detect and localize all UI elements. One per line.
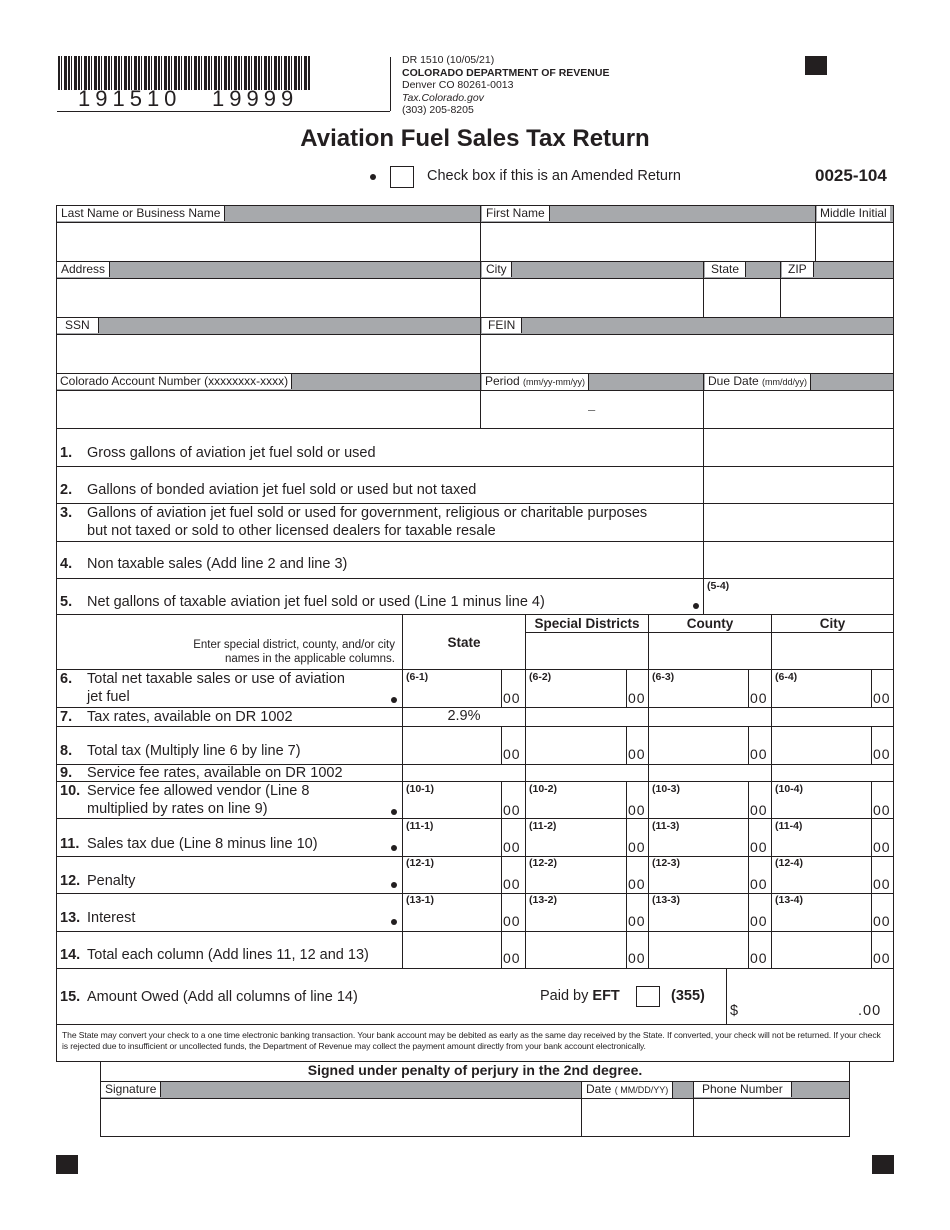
period-separator: – [588,402,596,417]
cents-00: 00 [503,913,521,929]
line-text: Gallons of aviation jet fuel sold or used for government, religious or charitable purposes [87,505,648,521]
line-12-county-input[interactable] [649,857,747,893]
line-15-code: (355) [671,988,705,1004]
cents-00: 00 [628,950,646,966]
line-12-state-input[interactable] [403,857,500,893]
header-divider [390,57,391,111]
rule [56,1024,894,1025]
cents-00: 00 [503,950,521,966]
check-conversion-notice: The State may convert your check to a one time electronic banking transaction. Your bank account may be debited as early as the same day received by the State. If converted, your check will not be returned. If your check is rejected due to insufficient or uncollected funds, the Department of Revenue may collect the payment amount directly from your bank account electronically. [62,1030,881,1051]
line-9-city-input[interactable] [772,765,892,781]
cents-00: 00 [503,839,521,855]
dollar-sign: $ [730,1003,739,1019]
rule [56,390,894,391]
line-12-2-code: (12-2) [529,857,558,869]
line-text: Service fee allowed vendor (Line 8 [87,783,310,799]
line-7-label [60,708,293,726]
rule [748,781,749,968]
due-date-label [705,373,811,390]
line-7-county-input[interactable] [649,708,770,726]
address-input[interactable] [57,279,480,316]
line-1-label [60,444,376,462]
amount-owed-input[interactable] [742,970,852,1022]
line-text: Net gallons of taxable aviation jet fuel sold or used (Line 1 minus line 4) [87,594,545,610]
due-date-input[interactable] [705,391,893,428]
rule [771,614,772,968]
cents-00: 00 [503,876,521,892]
line-13-city-input[interactable] [772,894,870,931]
rule [626,669,627,707]
line-number: 3. [60,505,73,521]
line-6-label [60,670,345,688]
cents-00: 00 [750,802,768,818]
required-bullet-icon [391,919,397,925]
paid-by-eft-label [540,988,620,1004]
agency-block [402,54,609,117]
line-7-state-rate: 2.9% [447,708,481,724]
date-label-text: Date [586,1082,612,1096]
line-9-county-input[interactable] [649,765,770,781]
city-label: City [482,261,512,277]
line-8-label [60,742,301,760]
line-number: 6. [60,671,73,687]
cents-00: 00 [873,913,891,929]
line-10-3-code: (10-3) [652,783,681,795]
ssn-label: SSN [57,317,99,333]
column-header-county: County [686,616,734,631]
city-name-input[interactable] [772,633,892,669]
line-6-1-code: (6-1) [406,671,429,683]
department-phone: (303) 205-8205 [402,104,474,116]
cents-00: 00 [628,913,646,929]
rule [100,1081,850,1082]
line-text: Sales tax due (Line 8 minus line 10) [87,836,318,852]
due-date-format: (mm/dd/yy) [762,377,808,387]
line-6-3-code: (6-3) [652,671,675,683]
required-bullet-icon [693,603,699,609]
cents-00: 00 [873,876,891,892]
rule [581,1081,582,1137]
line-4-input[interactable] [705,542,893,578]
line-12-special-input[interactable] [526,857,625,893]
paid-by-eft-checkbox[interactable] [636,986,660,1007]
line-12-city-input[interactable] [772,857,870,893]
rule [626,726,627,764]
line-13-label [60,909,136,927]
line-12-4-code: (12-4) [775,857,804,869]
line-text: Gallons of bonded aviation jet fuel sold or used but not taxed [87,482,477,498]
line-text: Amount Owed (Add all columns of line 14) [87,989,358,1005]
period-format: (mm/yy-mm/yy) [523,377,586,387]
page-title: Aviation Fuel Sales Tax Return [300,125,650,152]
rule [748,669,749,707]
line-1-input[interactable] [705,429,893,466]
rule [748,726,749,764]
account-number-input[interactable] [57,391,480,428]
phone-number-input[interactable] [694,1099,849,1135]
line-text: Total tax (Multiply line 6 by line 7) [87,743,301,759]
rule [648,614,649,968]
line-7-special-input[interactable] [526,708,647,726]
line-text: Tax rates, available on DR 1002 [87,709,293,725]
line-number: 7. [60,709,73,725]
column-instructions [60,638,395,666]
line-10-label-cont: multiplied by rates on line 9) [87,801,268,817]
line-13-special-input[interactable] [526,894,625,931]
period-label-text: Period [485,374,520,388]
line-text: Penalty [87,873,136,889]
label-bar [56,261,894,278]
line-text: Interest [87,910,136,926]
rule [402,614,403,968]
line-11-4-code: (11-4) [775,820,803,832]
zip-label: ZIP [782,261,814,277]
rule [726,968,727,1024]
line-15-label [60,988,358,1006]
line-text: Service fee rates, available on DR 1002 [87,765,343,781]
line-text: Total net taxable sales or use of aviation [87,671,345,687]
line-number: 13. [60,910,81,926]
line-10-special-input[interactable] [526,782,625,818]
amount-owed-cents: .00 [858,1003,882,1019]
rule [525,632,894,633]
line-14-city-input[interactable] [772,932,870,968]
line-text: Gross gallons of aviation jet fuel sold or used [87,445,376,461]
cents-00: 00 [628,839,646,855]
rule [871,726,872,764]
amended-return-label: Check box if this is an Amended Return [427,168,681,184]
period-label [482,373,589,390]
first-name-label: First Name [482,205,550,221]
line-number: 5. [60,594,73,610]
rule [501,781,502,968]
line-6-2-code: (6-2) [529,671,552,683]
middle-initial-input[interactable] [817,223,893,260]
rule [871,669,872,707]
date-label [582,1081,673,1098]
date-input[interactable] [582,1099,692,1135]
line-11-city-input[interactable] [772,819,870,856]
department-address: Denver CO 80261-0013 [402,79,514,91]
due-date-label-text: Due Date [708,374,759,388]
ssn-input[interactable] [57,335,480,372]
line-10-1-code: (10-1) [406,783,435,795]
line-text: Non taxable sales (Add line 2 and line 3) [87,556,348,572]
last-name-label: Last Name or Business Name [57,205,225,221]
line-10-4-code: (10-4) [775,783,804,795]
line-5-code: (5-4) [707,580,730,592]
cents-00: 00 [873,839,891,855]
line-3-input[interactable] [705,504,893,540]
line-number: 11. [60,836,80,852]
cents-00: 00 [628,690,646,706]
department-name: COLORADO DEPARTMENT OF REVENUE [402,66,610,79]
cents-00: 00 [750,876,768,892]
rule [56,205,57,1062]
required-bullet-icon [391,697,397,703]
line-14-state-input[interactable] [403,932,500,968]
line-11-2-code: (11-2) [529,820,557,832]
fein-label: FEIN [482,317,522,333]
line-8-state-input[interactable] [403,727,500,764]
line-13-state-input[interactable] [403,894,500,931]
registration-mark-bottom-right [872,1155,894,1174]
cents-00: 00 [503,690,521,706]
required-bullet-icon [391,882,397,888]
line-14-special-input[interactable] [526,932,625,968]
line-11-3-code: (11-3) [652,820,680,832]
perjury-statement: Signed under penalty of perjury in the 2nd degree. [307,1062,643,1078]
line-number: 4. [60,556,73,572]
line-8-city-input[interactable] [772,727,870,764]
zip-input[interactable] [782,279,893,316]
column-instructions-line2: names in the applicable columns. [224,653,395,665]
paid-by-text: Paid by [540,988,589,1004]
cents-00: 00 [873,746,891,762]
rule [871,781,872,968]
line-11-special-input[interactable] [526,819,625,856]
cents-00: 00 [750,690,768,706]
form-id: DR 1510 (10/05/21) [402,54,495,66]
line-10-county-input[interactable] [649,782,747,818]
special-district-name-input[interactable] [526,633,647,669]
rule [100,1061,101,1137]
line-12-3-code: (12-3) [652,857,681,869]
rule [693,1081,694,1137]
address-label: Address [57,261,110,277]
column-instructions-line1: Enter special district, county, and/or city [193,639,395,651]
column-header-city: City [819,616,846,631]
cents-00: 00 [873,690,891,706]
line-number: 15. [60,989,81,1005]
rule [100,1136,850,1137]
cents-00: 00 [503,802,521,818]
registration-mark-bottom-left [56,1155,78,1174]
rule [893,205,894,1062]
line-6-special-input[interactable] [526,670,625,707]
line-13-2-code: (13-2) [529,894,558,906]
cents-00: 00 [750,950,768,966]
cents-00: 00 [750,746,768,762]
barcode-underline [57,111,390,112]
cents-00: 00 [628,802,646,818]
signature-input[interactable] [101,1099,580,1135]
line-11-state-input[interactable] [403,819,500,856]
line-number: 8. [60,743,73,759]
barcode [58,56,311,90]
department-website: Tax.Colorado.gov [402,91,484,104]
line-11-county-input[interactable] [649,819,747,856]
line-6-county-input[interactable] [649,670,747,707]
column-header-special-districts: Special Districts [534,616,640,631]
rule [849,1061,850,1137]
cents-00: 00 [628,876,646,892]
cents-00: 00 [873,950,891,966]
line-8-county-input[interactable] [649,727,747,764]
signature-label: Signature [101,1081,161,1097]
line-13-1-code: (13-1) [406,894,435,906]
line-12-label [60,872,136,890]
rule [56,261,894,262]
rule [56,278,894,279]
line-number: 9. [60,765,73,781]
label-bar [56,317,894,334]
rule [56,614,894,615]
last-name-input[interactable] [57,223,480,260]
column-header-state: State [447,635,481,650]
line-9-label [60,764,343,782]
line-3-label [60,504,648,522]
account-number-label: Colorado Account Number (xxxxxxxx-xxxx) [57,373,292,389]
line-number: 10. [60,783,81,799]
line-5-input[interactable] [705,579,893,614]
state-label: State [705,261,746,277]
cents-00: 00 [503,746,521,762]
line-number: 14. [60,947,81,963]
line-text: Total each column (Add lines 11, 12 and 13) [87,947,369,963]
barcode-number-right: 19999 [212,86,299,111]
state-input[interactable] [705,279,780,316]
rule [56,317,894,318]
line-11-label [60,835,318,853]
form-code: 0025-104 [815,166,887,185]
line-10-state-input[interactable] [403,782,500,818]
middle-initial-label: Middle Initial [817,205,890,221]
rule [501,726,502,764]
line-4-label [60,555,348,573]
rule [525,614,526,968]
line-10-label [60,782,310,800]
line-9-state-input[interactable] [403,765,524,781]
rule [56,968,894,969]
rule [626,781,627,968]
rule [100,1098,850,1099]
line-11-1-code: (11-1) [406,820,434,832]
line-10-2-code: (10-2) [529,783,558,795]
amended-return-checkbox[interactable] [390,166,414,188]
date-format: ( MM/DD/YY) [614,1085,669,1095]
required-bullet-icon [391,845,397,851]
line-5-label [60,593,545,611]
line-number: 1. [60,445,73,461]
line-13-county-input[interactable] [649,894,747,931]
first-name-input[interactable] [482,223,815,260]
required-bullet-icon [391,809,397,815]
line-2-label [60,481,477,499]
rule [480,205,481,428]
line-8-special-input[interactable] [526,727,625,764]
rule [703,261,704,317]
rule [56,334,894,335]
cents-00: 00 [750,913,768,929]
rule [56,222,894,223]
line-6-label-cont: jet fuel [87,689,130,705]
line-2-input[interactable] [705,467,893,503]
line-7-city-input[interactable] [772,708,892,726]
city-input[interactable] [482,279,703,316]
line-14-county-input[interactable] [649,932,747,968]
line-number: 2. [60,482,73,498]
cents-00: 00 [628,746,646,762]
fein-input[interactable] [482,335,893,372]
line-number: 12. [60,873,81,889]
barcode-number-left: 191510 [78,86,182,111]
rule [56,373,894,374]
line-6-state-input[interactable] [403,670,500,707]
rule [815,205,816,261]
line-6-city-input[interactable] [772,670,870,707]
eft-text: EFT [592,988,620,1004]
required-bullet-icon [370,174,376,180]
rule [56,205,894,206]
registration-mark-top-right [805,56,827,75]
line-13-3-code: (13-3) [652,894,681,906]
line-9-special-input[interactable] [526,765,647,781]
cents-00: 00 [750,839,768,855]
county-name-input[interactable] [649,633,770,669]
line-14-label [60,946,369,964]
line-13-4-code: (13-4) [775,894,804,906]
rule [780,261,781,317]
line-3-label-cont: but not taxed or sold to other licensed dealers for taxable resale [87,523,496,539]
line-12-1-code: (12-1) [406,857,435,869]
line-10-city-input[interactable] [772,782,870,818]
cents-00: 00 [873,802,891,818]
line-6-4-code: (6-4) [775,671,798,683]
rule [501,669,502,707]
phone-number-label: Phone Number [694,1081,792,1097]
